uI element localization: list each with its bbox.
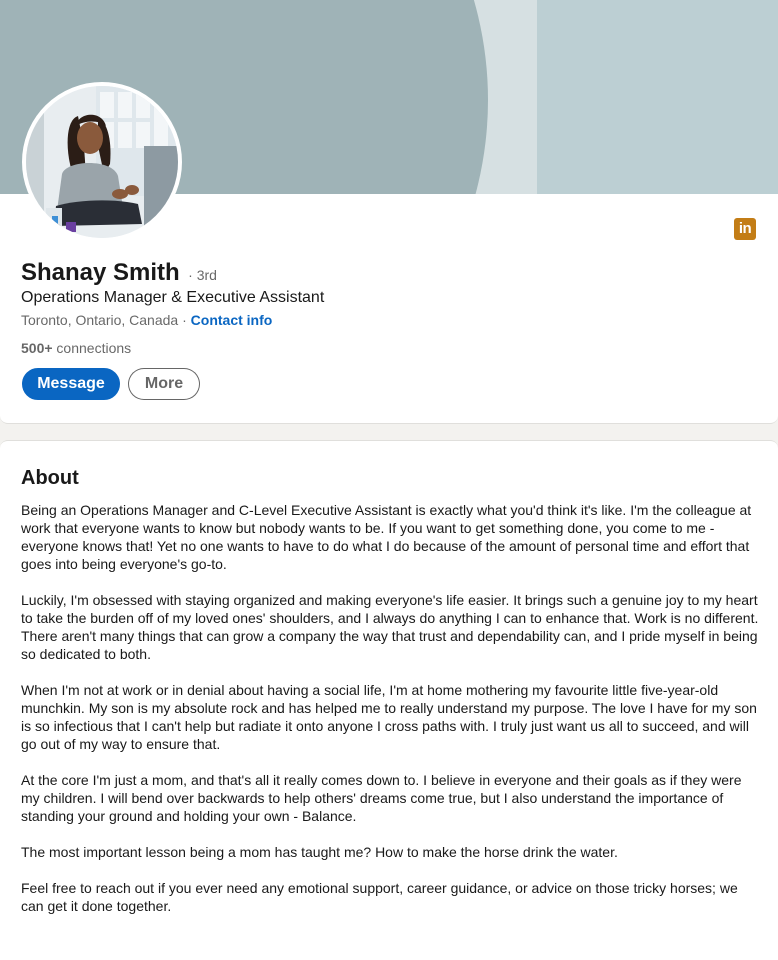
profile-location-row (21, 312, 272, 328)
profile-name-row (21, 259, 217, 287)
profile-headline: Operations Manager & Executive Assistant (21, 289, 325, 306)
about-paragraph: The most important lesson being a mom has taught me? How to make the horse drink the water. (21, 844, 618, 860)
about-card (0, 440, 778, 960)
about-paragraph: Being an Operations Manager and C-Level Executive Assistant is exactly what you'd think it's like. I'm the colleague at work that everyone wants to know but nobody wants to be. If you want to get something done, you come to me - everyone knows that! Yet no one wants to have to do what I do because of the amount of personal time and effort that goes into being everyone's go-to. (21, 502, 752, 572)
more-button[interactable]: More (128, 368, 200, 400)
connection-degree-badge: · 3rd (188, 267, 217, 283)
about-title: About (21, 467, 79, 489)
profile-name: Shanay Smith (21, 259, 180, 286)
profile-avatar[interactable] (22, 82, 182, 242)
about-paragraph: When I'm not at work or in denial about having a social life, I'm at home mothering my favourite little five-year-old munchkin. My son is my absolute rock and has helped me to really understand my purpose. The love I have for my son is so infectious that I can't help but radiate it onto anyone I cross paths with. I truly just want us all to succeed, and will go out of my way to ensure that. (21, 682, 757, 752)
avatar-photo (26, 86, 178, 238)
banner-right-panel (537, 0, 778, 194)
about-paragraph: Luckily, I'm obsessed with staying organized and making everyone's life easier. It brings such a genuine joy to my heart to take the burden off of my loved ones' shoulders, and I always do anything I can to enhance that. Work is no different. There aren't many things that can grow a company the way that trust and dependability can, and I pride myself in being so dedicated to both. (21, 592, 759, 662)
profile-top-card (0, 0, 778, 424)
profile-location: Toronto, Ontario, Canada (21, 312, 179, 328)
connections-number: 500+ (21, 340, 53, 356)
about-paragraph: At the core I'm just a mom, and that's all it really comes down to. I believe in everyone and their goals as if they were my children. I will bend over backwards to help others' dreams come true, but I also understand the importance of standing your ground and holding your own - Balance. (21, 772, 742, 824)
contact-info-link[interactable]: Contact info (190, 312, 273, 328)
about-body (21, 501, 761, 933)
location-separator: · (178, 312, 191, 328)
message-button[interactable]: Message (22, 368, 120, 400)
connections-label: connections (52, 340, 132, 356)
linkedin-logo-icon[interactable]: in (734, 218, 756, 240)
connections-count[interactable] (21, 340, 131, 356)
about-paragraph: Feel free to reach out if you ever need any emotional support, career guidance, or advice on those tricky horses; we can get it done together. (21, 880, 738, 914)
